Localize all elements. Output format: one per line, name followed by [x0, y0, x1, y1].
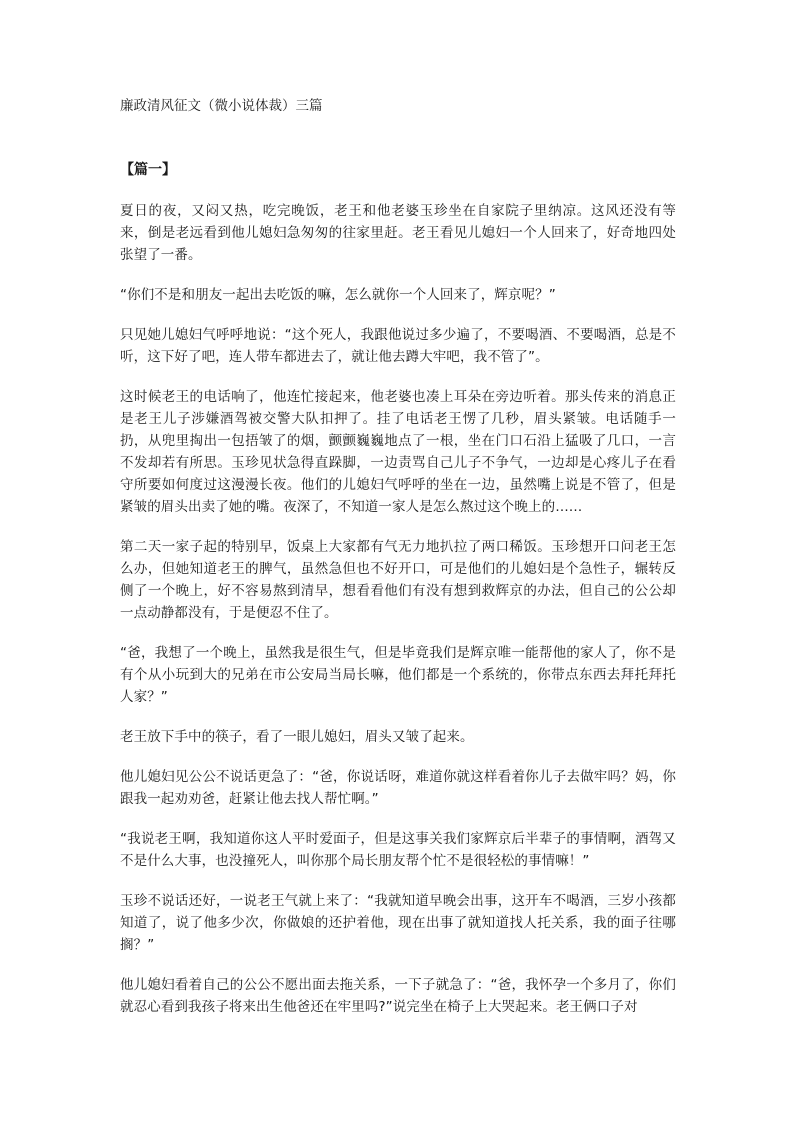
paragraph-10: 玉珍不说话还好，一说老王气就上来了：“我就知道早晚会出事，这开车不喝酒，三岁小孩都知道了，说了他多少次，你做娘的还护着他，现在出事了就知道找人托关系，我的面子往哪搁？” — [120, 893, 676, 953]
paragraph-4: 这时候老王的电话响了，他连忙接起来，他老婆也凑上耳朵在旁边听着。那头传来的消息正是老王儿子涉嫌酒驾被交警大队扣押了。挂了电话老王愣了几秒，眉头紧皱。电话随手一扔，从兜里掏出一包捂皱了的烟，颤颤巍巍地点了一根，坐在门口石沿上猛吸了几口，一言不发却若有所思。玉珍见状急得直跺脚，一边责骂自己儿子不争气，一边却是心疼儿子在看守所要如何度过这漫漫长夜。他们的儿媳妇气呼呼的坐在一边，虽然嘴上说是不管了，但是紧皱的眉头出卖了她的嘴。夜深了，不知道一家人是怎么熬过这个晚上的…… — [120, 389, 676, 515]
section-heading: 【篇一】 — [120, 162, 176, 178]
paragraph-8: 他儿媳妇见公公不说话更急了：“爸，你说话呀，难道你就这样看着你儿子去做牢吗？妈，你跟我一起劝劝爸，赶紧让他去找人帮忙啊。” — [120, 769, 676, 807]
paragraph-3: 只见她儿媳妇气呼呼地说：“这个死人，我跟他说过多少遍了，不要喝酒、不要喝酒，总是不听，这下好了吧，连人带车都进去了，就让他去蹲大牢吧，我不管了”。 — [120, 327, 676, 365]
paragraph-2: “你们不是和朋友一起出去吃饭的嘛，怎么就你一个人回来了，辉京呢？” — [120, 287, 556, 303]
document-title: 廉政清风征文（微小说体裁）三篇 — [120, 98, 323, 114]
paragraph-9: “我说老王啊，我知道你这人平时爱面子，但是这事关我们家辉京后半辈子的事情啊，酒驾又不是什么大事，也没撞死人，叫你那个局长朋友帮个忙不是很轻松的事情嘛！” — [120, 831, 676, 869]
paragraph-6: “爸，我想了一个晚上，虽然我是很生气，但是毕竟我们是辉京唯一能帮他的家人了，你不是有个从小玩到大的兄弟在市公安局当局长嘛，他们都是一个系统的，你带点东西去拜托拜托人家？” — [120, 645, 676, 705]
paragraph-1: 夏日的夜，又闷又热，吃完晚饭，老王和他老婆玉珍坐在自家院子里纳凉。这风还没有等来，倒是老远看到他儿媳妇急匆匆的往家里赶。老王看见儿媳妇一个人回来了，好奇地四处张望了一番。 — [120, 203, 676, 263]
article-body — [120, 200, 676, 1018]
paragraph-11: 他儿媳妇看着自己的公公不愿出面去拖关系，一下子就急了：“爸，我怀孕一个多月了，你们就忍心看到我孩子将来出生他爸还在牢里吗?”说完坐在椅子上大哭起来。老王俩口子对 — [120, 977, 676, 1015]
document-page — [120, 96, 676, 1036]
paragraph-7: 老王放下手中的筷子，看了一眼儿媳妇，眉头又皱了起来。 — [120, 729, 474, 745]
paragraph-5: 第二天一家子起的特别早，饭桌上大家都有气无力地扒拉了两口稀饭。玉珍想开口问老王怎么办，但她知道老王的脾气，虽然急但也不好开口，可是他们的儿媳妇是个急性子，辗转反侧了一个晚上，好不容易熬到清早，想看看他们有没有想到救辉京的办法，但自己的公公却一点动静都没有，于是便忍不住了。 — [120, 539, 676, 621]
